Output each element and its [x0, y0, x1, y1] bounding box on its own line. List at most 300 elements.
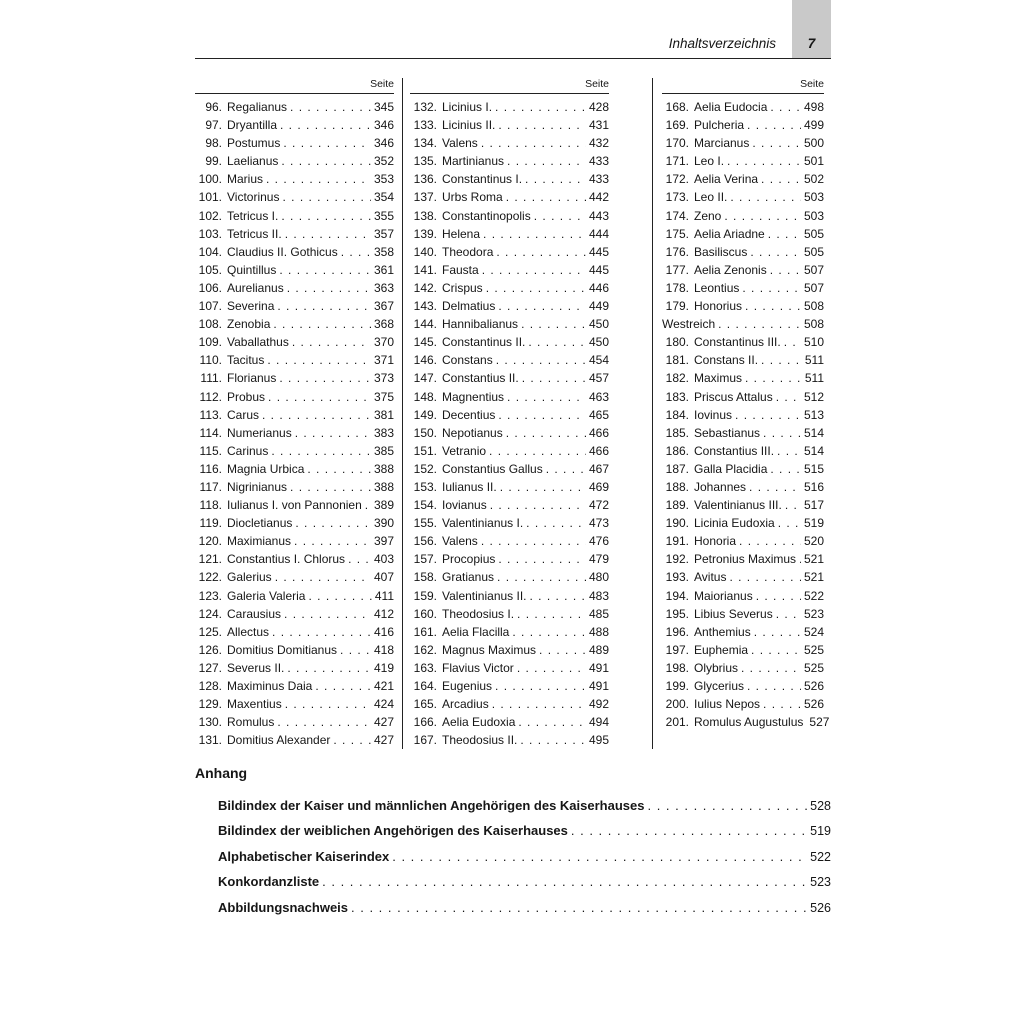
entry-name: Hannibalianus — [442, 317, 519, 332]
entry-name: Gratianus — [442, 570, 495, 585]
entry-name: Regalianus — [227, 100, 288, 114]
anhang-item — [218, 818, 831, 843]
dot-leader — [539, 641, 586, 659]
entry-name: Romulus — [227, 715, 275, 730]
entry-page: 522 — [803, 588, 824, 603]
dot-leader — [281, 152, 371, 170]
dot-leader — [776, 605, 801, 623]
dot-leader — [751, 641, 801, 659]
toc-entry — [410, 677, 609, 695]
entry-name: Maiorianus — [694, 588, 753, 603]
entry-name: Constantius Gallus — [442, 461, 543, 476]
dot-leader — [495, 677, 586, 695]
entry-page: 485 — [588, 606, 609, 621]
page-number-box — [792, 0, 831, 58]
entry-number: 117. — [199, 479, 222, 494]
entry-number: 165. — [413, 697, 437, 712]
entry-page: 498 — [803, 100, 824, 114]
entry-number: 126. — [198, 642, 222, 657]
toc-entry — [195, 677, 394, 695]
entry-name: Fausta — [442, 262, 479, 277]
entry-number: 109. — [198, 335, 222, 350]
entry-page: 502 — [803, 172, 824, 187]
dot-leader — [365, 496, 371, 514]
entry-page: 381 — [373, 407, 394, 422]
entry-number: 194. — [665, 588, 689, 603]
dot-leader — [273, 315, 371, 333]
seite-column-header: Seite — [410, 78, 609, 94]
toc-entry — [662, 623, 824, 641]
entry-name: Carausius — [227, 606, 282, 621]
dot-leader — [498, 116, 586, 134]
entry-number: 185. — [665, 425, 689, 440]
toc-entry — [662, 116, 824, 134]
dot-leader — [281, 207, 371, 225]
entry-page: 505 — [803, 226, 824, 241]
toc-column-1 — [195, 78, 403, 749]
dot-leader — [294, 532, 371, 550]
entry-number: 162. — [413, 642, 437, 657]
entry-page: 403 — [373, 552, 394, 567]
toc-columns — [195, 78, 831, 749]
entry-page: 505 — [803, 244, 824, 259]
entry-name: Maxentius — [227, 697, 282, 712]
entry-name: Probus — [227, 389, 266, 404]
toc-entry — [662, 442, 824, 460]
toc-entry — [410, 351, 609, 369]
dot-leader — [277, 713, 371, 731]
entry-page: 512 — [803, 389, 824, 404]
entry-name: Valentinianus I. — [442, 516, 524, 531]
dot-leader — [778, 514, 801, 532]
toc-entry — [410, 478, 609, 496]
toc-entry — [662, 659, 824, 677]
dot-leader — [496, 243, 586, 261]
entry-name: Procopius — [442, 552, 496, 567]
dot-leader — [498, 406, 586, 424]
entry-page: 495 — [588, 733, 609, 748]
dot-leader — [481, 532, 586, 550]
toc-entry — [195, 532, 394, 550]
entry-number: 187. — [665, 461, 689, 476]
toc-entry — [410, 514, 609, 532]
dot-leader — [506, 188, 586, 206]
entry-name: Constantius I. Chlorus — [227, 552, 346, 567]
dot-leader — [500, 478, 586, 496]
toc-entry — [662, 587, 824, 605]
toc-entry — [410, 152, 609, 170]
toc-entry — [410, 641, 609, 659]
entry-page: 388 — [373, 461, 394, 476]
toc-entry — [195, 605, 394, 623]
entry-name: Claudius II. Gothicus — [227, 244, 338, 259]
entry-number: 108. — [198, 317, 222, 332]
toc-entries — [195, 98, 394, 749]
entry-number: 124. — [198, 606, 222, 621]
toc-entry — [410, 333, 609, 351]
dot-leader — [287, 659, 371, 677]
toc-entry — [410, 623, 609, 641]
entry-page: 446 — [588, 280, 609, 295]
entry-name: Aelia Eudoxia — [442, 715, 516, 730]
entry-page: 500 — [803, 136, 824, 151]
entry-name: Magnentius — [442, 389, 505, 404]
entry-number: 154. — [413, 498, 437, 513]
entry-name: Delmatius — [442, 299, 496, 314]
entry-name: Westreich — [662, 317, 716, 332]
entry-page: 373 — [373, 371, 394, 386]
entry-page: 389 — [373, 498, 394, 513]
toc-entry — [662, 261, 824, 279]
entry-number: 133. — [413, 118, 437, 133]
toc-entry — [662, 514, 824, 532]
dot-leader — [747, 116, 801, 134]
entry-name: Avitus — [694, 570, 727, 585]
entry-number: 157. — [413, 552, 437, 567]
entry-page: 520 — [803, 534, 824, 549]
entry-name: Helena — [442, 226, 481, 241]
dot-leader — [761, 170, 801, 188]
dot-leader — [315, 677, 371, 695]
dot-leader — [517, 659, 586, 677]
entry-page: 510 — [803, 335, 824, 350]
toc-entry — [662, 496, 824, 514]
entry-number: 146. — [413, 353, 437, 368]
entry-page: 454 — [588, 353, 609, 368]
toc-entry — [410, 605, 609, 623]
dot-leader — [718, 315, 801, 333]
dot-leader — [512, 623, 586, 641]
toc-entry — [410, 98, 609, 116]
entry-page: 421 — [373, 679, 394, 693]
toc-entry — [195, 279, 394, 297]
entry-number: 100. — [198, 172, 222, 187]
entry-number: 176. — [665, 244, 689, 259]
dot-leader — [571, 818, 807, 843]
entry-page: 511 — [804, 353, 824, 368]
entry-number: 150. — [413, 425, 437, 440]
entry-name: Sebastianus — [694, 425, 761, 440]
toc-entry — [410, 568, 609, 586]
dot-leader — [534, 207, 586, 225]
toc-entry — [662, 351, 824, 369]
toc-entries — [662, 98, 830, 731]
dot-leader — [489, 442, 586, 460]
entry-number: 134. — [413, 136, 437, 151]
dot-leader — [283, 134, 371, 152]
toc-entry — [195, 478, 394, 496]
entry-number: 200. — [665, 697, 689, 712]
toc-entry — [195, 261, 394, 279]
toc-entry — [195, 369, 394, 387]
entry-number: 147. — [413, 371, 437, 386]
anhang-item-page: 523 — [810, 875, 831, 890]
entry-number: 197. — [665, 642, 689, 657]
entry-page: 508 — [803, 299, 824, 314]
entry-page: 489 — [588, 642, 609, 657]
toc-entry — [410, 243, 609, 261]
entry-name: Marcianus — [694, 136, 750, 151]
entry-number: 152. — [413, 461, 437, 476]
toc-entry — [662, 478, 824, 496]
entry-number: 163. — [413, 660, 437, 675]
entry-page: 492 — [588, 697, 609, 712]
entry-name: Maximianus — [227, 534, 292, 549]
entry-name: Tetricus II. — [227, 226, 282, 241]
dot-leader — [267, 351, 371, 369]
entry-page: 424 — [373, 697, 394, 712]
entry-number: 201. — [665, 715, 689, 730]
entry-name: Maximus — [694, 371, 743, 386]
entry-name: Honorius — [694, 299, 743, 314]
dot-leader — [486, 279, 586, 297]
toc-entry — [195, 641, 394, 659]
entry-page: 361 — [373, 262, 394, 277]
toc-column-2 — [403, 78, 653, 749]
toc-entry — [410, 369, 609, 387]
entry-name: Theodosius I. — [442, 606, 515, 621]
entry-number: 125. — [198, 624, 222, 639]
entry-name: Domitius Alexander — [227, 733, 331, 748]
dot-leader — [292, 333, 371, 351]
toc-entry — [662, 225, 824, 243]
toc-entry — [662, 98, 824, 116]
entry-number: 137. — [413, 190, 437, 205]
dot-leader — [776, 388, 801, 406]
entry-number: 158. — [413, 570, 437, 585]
dot-leader — [742, 279, 801, 297]
anhang-item — [218, 793, 831, 818]
page-number: 7 — [807, 36, 816, 51]
toc-entries — [410, 98, 609, 749]
dot-leader — [525, 170, 586, 188]
entry-number: 183. — [665, 389, 689, 404]
entry-name: Constantinopolis — [442, 208, 531, 223]
entry-name: Constans — [442, 353, 493, 368]
entry-number: 136. — [413, 172, 437, 187]
anhang-item-label: Konkordanzliste — [218, 874, 320, 890]
toc-entry — [410, 225, 609, 243]
entry-number: 122. — [198, 570, 222, 585]
anhang-item-label: Bildindex der weiblichen Angehörigen des Kaiserhauses — [218, 823, 568, 839]
dot-leader — [482, 261, 586, 279]
entry-name: Aelia Ariadne — [694, 226, 765, 241]
entry-name: Constantinus I. — [442, 172, 523, 187]
entry-name: Constantius II. — [442, 371, 519, 386]
entry-number: 144. — [413, 317, 437, 332]
entry-name: Numerianus — [227, 425, 292, 440]
entry-number: 175. — [665, 226, 689, 241]
entry-number: 192. — [665, 552, 689, 567]
dot-leader — [481, 134, 586, 152]
entry-number: 151. — [413, 443, 437, 458]
entry-number: 130. — [198, 715, 222, 730]
entry-page: 526 — [803, 697, 824, 712]
entry-number: 140. — [413, 244, 437, 259]
toc-entry — [195, 623, 394, 641]
entry-name: Vetranio — [442, 443, 487, 458]
entry-name: Aelia Verina — [694, 172, 759, 187]
dot-leader — [777, 442, 801, 460]
entry-number: 102. — [198, 208, 222, 223]
entry-number: 131. — [198, 733, 222, 748]
entry-name: Maximinus Daia — [227, 679, 313, 693]
toc-entry — [195, 659, 394, 677]
entry-number: 98. — [205, 136, 222, 151]
entry-number: 107. — [198, 299, 222, 314]
toc-entry — [195, 695, 394, 713]
entry-page: 368 — [373, 317, 394, 332]
entry-number: 156. — [413, 534, 437, 549]
toc-entry — [195, 406, 394, 424]
entry-page: 499 — [803, 118, 824, 133]
dot-leader — [768, 225, 801, 243]
entry-number: 198. — [665, 660, 689, 675]
entry-number: 114. — [199, 425, 222, 440]
entry-page: 450 — [588, 335, 609, 350]
entry-page: 444 — [588, 226, 609, 241]
entry-name: Valentinianus III. — [694, 498, 782, 513]
dot-leader — [279, 261, 371, 279]
dot-leader — [497, 568, 586, 586]
dot-leader — [520, 731, 586, 749]
toc-entry — [195, 731, 394, 749]
dot-leader — [770, 98, 801, 116]
entry-name: Theodosius II. — [442, 733, 518, 748]
entry-name: Domitius Domitianus — [227, 642, 338, 657]
toc-entry — [662, 641, 824, 659]
dot-leader — [747, 677, 801, 695]
entry-name: Carus — [227, 407, 260, 422]
dot-leader — [730, 188, 801, 206]
entry-name: Galeria Valeria — [227, 588, 306, 603]
entry-number: 145. — [413, 335, 437, 350]
dot-leader — [322, 869, 807, 894]
dot-leader — [749, 478, 801, 496]
entry-number: 191. — [665, 534, 689, 549]
entry-number: 115. — [199, 443, 222, 458]
toc-entry — [195, 568, 394, 586]
entry-number: 116. — [199, 461, 222, 476]
entry-page: 465 — [588, 407, 609, 422]
entry-name: Zeno — [694, 208, 722, 223]
entry-page: 432 — [588, 136, 609, 151]
entry-name: Aelia Flacilla — [442, 624, 510, 639]
entry-page: 517 — [803, 498, 824, 513]
entry-number: 174. — [665, 208, 689, 223]
entry-number: 161. — [413, 624, 437, 639]
dot-leader — [528, 333, 586, 351]
toc-entry — [195, 297, 394, 315]
entry-page: 514 — [803, 443, 824, 458]
toc-entry — [410, 406, 609, 424]
dot-leader — [498, 297, 586, 315]
dot-leader — [750, 243, 801, 261]
entry-number: 132. — [413, 100, 437, 114]
entry-page: 375 — [373, 389, 394, 404]
dot-leader — [341, 243, 371, 261]
entry-number: 127. — [198, 660, 222, 675]
anhang-item-page: 528 — [810, 799, 831, 813]
toc-entry — [662, 677, 824, 695]
entry-page: 457 — [588, 371, 609, 386]
entry-page: 511 — [804, 371, 824, 386]
entry-number: 123. — [198, 588, 222, 603]
entry-number: 129. — [198, 697, 222, 712]
entry-number: 195. — [665, 606, 689, 621]
anhang-item-label: Abbildungsnachweis — [218, 899, 349, 915]
entry-name: Licinius I. — [442, 100, 493, 114]
entry-name: Theodora — [442, 244, 494, 259]
toc-entry — [662, 605, 824, 623]
entry-number: 141. — [413, 262, 437, 277]
entry-page: 469 — [588, 479, 609, 494]
dot-leader — [340, 641, 371, 659]
entry-number: 111. — [200, 371, 222, 386]
dot-leader — [784, 333, 801, 351]
dot-leader — [770, 261, 801, 279]
toc-entry — [410, 550, 609, 568]
entry-number: 120. — [198, 534, 222, 549]
entry-page: 407 — [373, 570, 394, 585]
toc-entry — [195, 98, 394, 116]
entry-name: Leo II. — [694, 190, 728, 205]
dot-leader — [392, 844, 807, 869]
entry-page: 507 — [803, 280, 824, 295]
entry-number: 167. — [413, 733, 437, 748]
toc-entry — [195, 315, 394, 333]
entry-page: 463 — [588, 389, 609, 404]
header-rule — [195, 58, 831, 59]
entry-name: Nigrinianus — [227, 479, 288, 494]
entry-page: 358 — [373, 244, 394, 259]
entry-number: 110. — [199, 353, 222, 368]
toc-entry — [662, 188, 824, 206]
entry-page: 525 — [803, 642, 824, 657]
dot-leader — [763, 424, 801, 442]
entry-name: Severus II. — [227, 660, 285, 675]
toc-entry — [410, 297, 609, 315]
dot-leader — [507, 152, 586, 170]
dot-leader — [279, 369, 371, 387]
toc-entry — [662, 333, 824, 351]
dot-leader — [724, 207, 801, 225]
entry-number: 97. — [205, 118, 222, 133]
entry-name: Priscus Attalus — [694, 389, 773, 404]
dot-leader — [275, 568, 371, 586]
entry-name: Galerius — [227, 570, 272, 585]
entry-page: 524 — [803, 624, 824, 639]
toc-entry — [662, 170, 824, 188]
toc-entry — [662, 388, 824, 406]
toc-entry — [662, 134, 824, 152]
entry-page: 483 — [588, 588, 609, 603]
anhang-item-page: 526 — [810, 900, 831, 915]
toc-entry — [195, 170, 394, 188]
entry-page: 521 — [803, 552, 824, 567]
entry-number: 181. — [665, 353, 689, 368]
entry-name: Diocletianus — [227, 516, 293, 531]
entry-page: 521 — [803, 570, 824, 585]
dot-leader — [492, 695, 586, 713]
entry-name: Constans II. — [694, 353, 759, 368]
entry-page: 445 — [588, 244, 609, 259]
toc-entry — [662, 315, 824, 333]
dot-leader — [521, 315, 586, 333]
entry-page: 514 — [803, 425, 824, 440]
toc-entry — [195, 188, 394, 206]
entry-name: Tetricus I. — [227, 208, 279, 223]
